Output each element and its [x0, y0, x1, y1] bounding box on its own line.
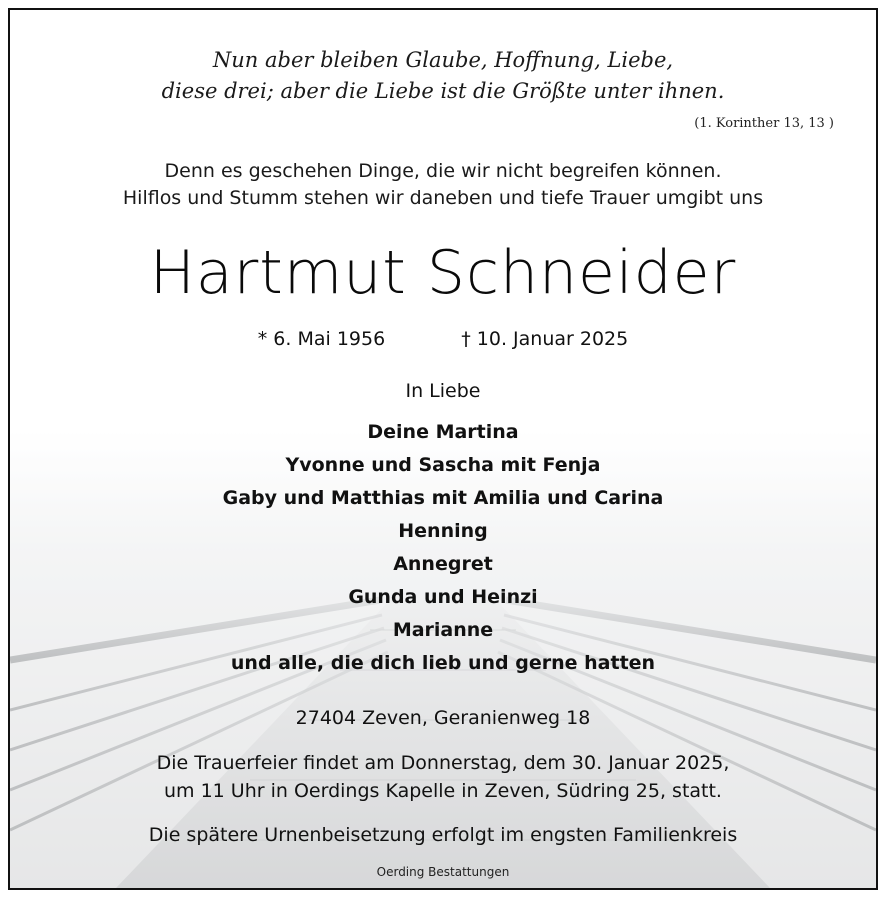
death-date: † 10. Januar 2025 — [461, 328, 629, 350]
mourner-line: Henning — [398, 520, 488, 542]
birth-date: * 6. Mai 1956 — [257, 328, 386, 350]
urn-note: Die spätere Urnenbeisetzung erfolgt im engsten Familienkreis — [148, 824, 738, 846]
quote-reference: (1. Korinther 13, 13 ) — [694, 116, 834, 131]
ceremony-line-2: um 11 Uhr in Oerdings Kapelle in Zeven, Südring 25, statt. — [164, 780, 722, 802]
intro-line-1: Denn es geschehen Dinge, die wir nicht begreifen können. — [164, 160, 722, 182]
obituary-card — [8, 8, 878, 890]
mourner-line: Gunda und Heinzi — [348, 586, 538, 608]
intro-line-2: Hilflos und Stumm stehen wir daneben und tiefe Trauer umgibt uns — [122, 187, 764, 209]
life-dates — [10, 328, 876, 350]
mourner-line: Deine Martina — [367, 421, 519, 443]
in-love-label: In Liebe — [405, 380, 481, 402]
funeral-home: Oerding Bestattungen — [376, 865, 510, 879]
quote-line-1: Nun aber bleiben Glaube, Hoffnung, Liebe, — [212, 48, 674, 72]
deceased-name: Hartmut Schneider — [149, 238, 737, 308]
mourner-line: Yvonne und Sascha mit Fenja — [285, 454, 601, 476]
ceremony-line-1: Die Trauerfeier findet am Donnerstag, dem 30. Januar 2025, — [156, 752, 730, 774]
quote-line-2: diese drei; aber die Liebe ist die Größte unter ihnen. — [161, 79, 725, 103]
mourner-line: Marianne — [392, 619, 494, 641]
mourner-line: Annegret — [393, 553, 493, 575]
mourner-line: Gaby und Matthias mit Amilia und Carina — [222, 487, 664, 509]
address: 27404 Zeven, Geranienweg 18 — [295, 707, 591, 729]
mourner-line: und alle, die dich lieb und gerne hatten — [230, 652, 656, 674]
